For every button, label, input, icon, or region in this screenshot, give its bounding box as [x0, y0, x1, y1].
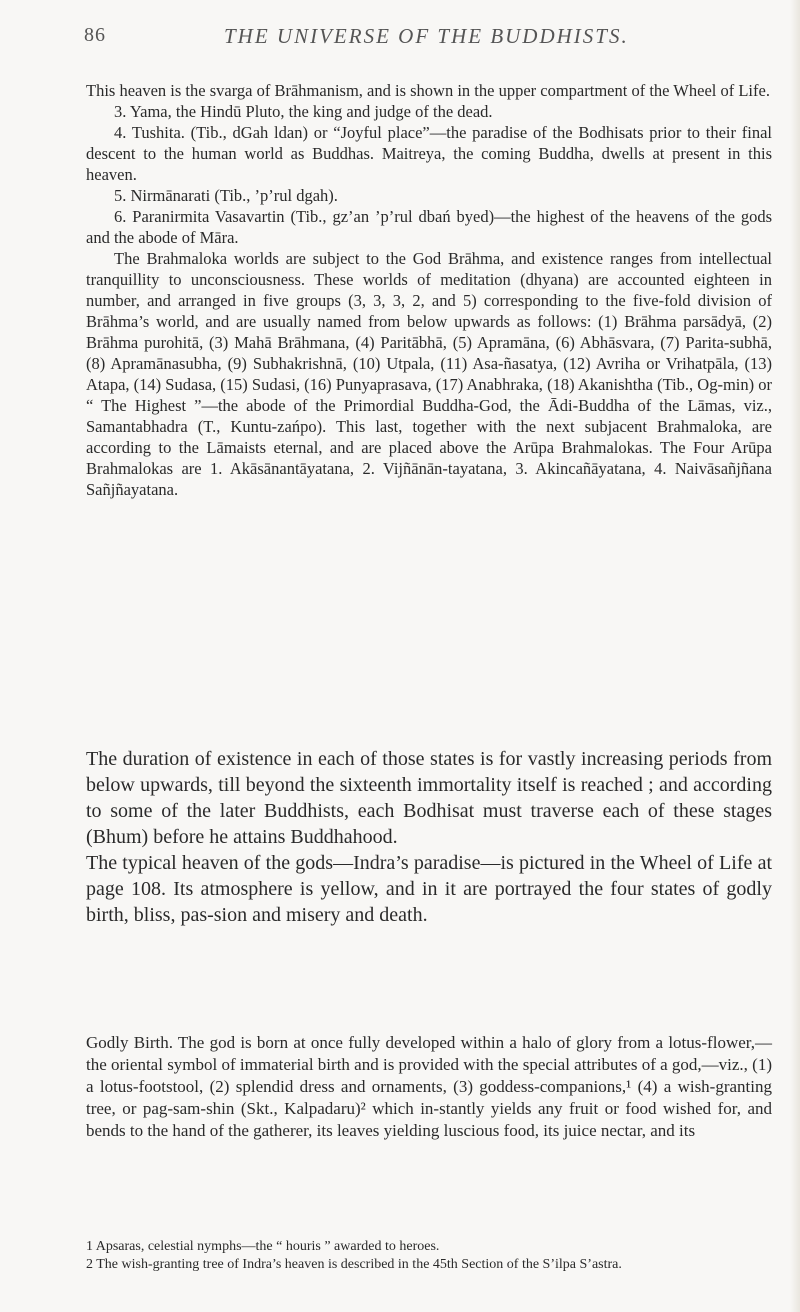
running-title: THE UNIVERSE OF THE BUDDHISTS. [224, 24, 629, 48]
page-edge [790, 0, 800, 1312]
paragraph: The Brahmaloka worlds are subject to the God Brāhma, and existence ranges from intellectual tranquillity to unconsciousness. These worlds of meditation (dhyana) are accounted eighteen in number, and arranged in five groups (3, 3, 3, 2, and 5) corresponding to the five-fold division of Brāhma’s world, and are usually named from below upwards as follows: (1) Brāhma parsādyā, (2) Brāhma purohitā, (3) Mahā Brāhmana, (4) Paritābhā, (5) Apramāna, (6) Abhāsvara, (7) Parita-subhā, (8) Apramānasubha, (9) Subhakrishnā, (10) Utpala, (11) Asa-ñasatya, (12) Avriha or Vrihatpāla, (13) Atapa, (14) Sudasa, (15) Sudasi, (16) Punyaprasava, (17) Anabhraka, (18) Akanishtha (Tib., Og-min) or “ The Highest ”—the abode of the Primordial Buddha-God, the Ādi-Buddha of the Lāmas, viz., Samantabhadra (T., Kuntu-zańpo). This last, together with the next subjacent Brahmaloka, are according to the Lāmaists eternal, and are placed above the Arūpa Brahmalokas. The Four Arūpa Brahmalokas are 1. Akāsānantāyatana, 2. Vijñānān-tayatana, 3. Akincañāyatana, 4. Naivāsañjñana Sañjñayatana. [86, 249, 772, 499]
paragraph: The duration of existence in each of those states is for vastly increasing periods from below upwards, till beyond the sixteenth immortality itself is reached ; and according to some of the later Buddhists, each Bodhisat must traverse each of these stages (Bhum) before he attains Buddhahood. [86, 748, 772, 848]
paragraph: 5. Nirmānarati (Tib., ’p’rul dgah). [114, 186, 338, 205]
page-header [84, 24, 760, 54]
godly-birth-section [86, 1032, 772, 1142]
brahmaloka-section [86, 80, 772, 500]
paragraph: Godly Birth. The god is born at once fully developed within a halo of glory from a lotus-flower,—the oriental symbol of immaterial birth and is provided with the special attributes of a god,—viz., (1) a lotus-footstool, (2) splendid dress and ornaments, (3) goddess-companions,¹ (4) a wish-granting tree, or pag-sam-shin (Skt., Kalpadaru)² which in-stantly yields any fruit or food wished for, and bends to the hand of the gatherer, its leaves yielding luscious food, its juice nectar, and its [86, 1033, 772, 1140]
duration-section [86, 746, 772, 928]
footnotes [86, 1238, 772, 1274]
paragraph: This heaven is the svarga of Brāhmanism, and is shown in the upper compartment of the Wheel of Life. [86, 81, 770, 100]
paragraph: 3. Yama, the Hindū Pluto, the king and judge of the dead. [114, 102, 493, 121]
footnote: 2 The wish-granting tree of Indra’s heaven is described in the 45th Section of the S’ilpa S’astra. [86, 1257, 622, 1272]
paragraph: 4. Tushita. (Tib., dGah ldan) or “Joyful place”—the paradise of the Bodhisats prior to their final descent to the human world as Buddhas. Maitreya, the coming Buddha, dwells at present in this heaven. [86, 123, 772, 184]
paragraph: 6. Paranirmita Vasavartin (Tib., gz’an ’p’rul dbań byed)—the highest of the heavens of the gods and the abode of Māra. [86, 207, 772, 247]
paragraph: The typical heaven of the gods—Indra’s paradise—is pictured in the Wheel of Life at page 108. Its atmosphere is yellow, and in it are portrayed the four states of godly birth, bliss, pas-sion and misery and death. [86, 852, 772, 926]
page-number: 86 [84, 24, 106, 46]
footnote: 1 Apsaras, celestial nymphs—the “ houris ” awarded to heroes. [86, 1239, 440, 1254]
